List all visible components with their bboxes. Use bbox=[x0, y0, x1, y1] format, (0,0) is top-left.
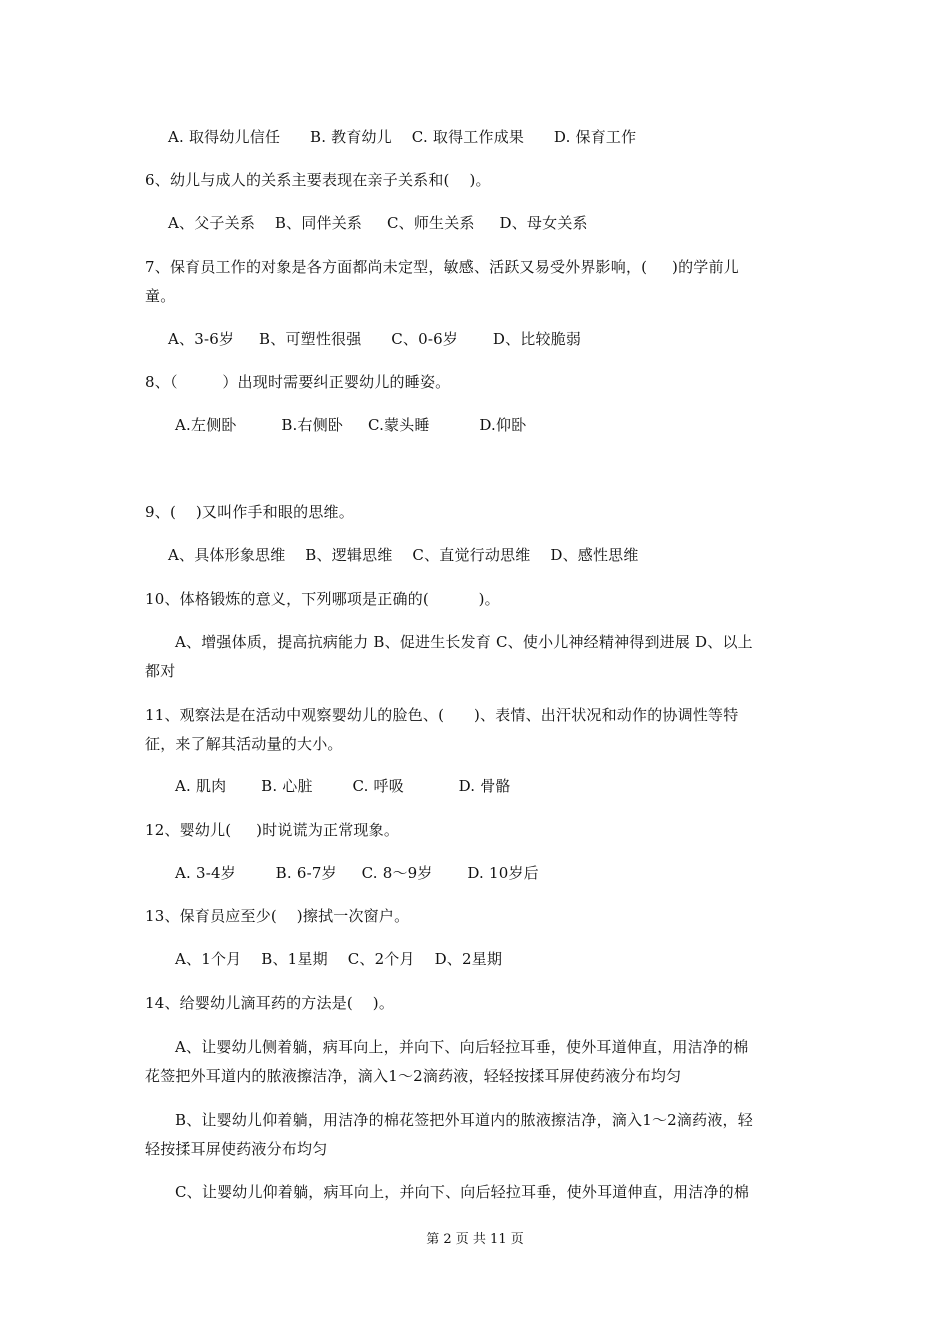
q14-option-b-cont: 轻按揉耳屏使药液分布均匀 bbox=[145, 1140, 328, 1158]
q14-option-c: C、让婴幼儿仰着躺，病耳向上，并向下、向后轻拉耳垂，使外耳道伸直，用洁净的棉 bbox=[175, 1183, 750, 1201]
q10-stem: 10、体格锻炼的意义，下列哪项是正确的( )。 bbox=[145, 590, 500, 608]
q12-options: A. 3-4岁 B. 6-7岁 C. 8～9岁 D. 10岁后 bbox=[175, 864, 539, 882]
q14-option-b: B、让婴幼儿仰着躺，用洁净的棉花签把外耳道内的脓液擦洁净，滴入1～2滴药液，轻 bbox=[175, 1111, 753, 1129]
q13-options: A、1个月 B、1星期 C、2个月 D、2星期 bbox=[175, 950, 503, 968]
q11-stem-cont: 征，来了解其活动量的大小。 bbox=[145, 735, 343, 753]
q14-option-a: A、让婴幼儿侧着躺，病耳向上，并向下、向后轻拉耳垂，使外耳道伸直，用洁净的棉 bbox=[175, 1038, 749, 1056]
q11-stem: 11、观察法是在活动中观察婴幼儿的脸色、( )、表情、出汗状况和动作的协调性等特 bbox=[145, 706, 739, 724]
q9-stem: 9、( )又叫作手和眼的思维。 bbox=[145, 503, 354, 521]
q13-stem: 13、保育员应至少( )擦拭一次窗户。 bbox=[145, 907, 410, 925]
q7-stem-cont: 童。 bbox=[145, 287, 176, 305]
q12-stem: 12、婴幼儿( )时说谎为正常现象。 bbox=[145, 821, 400, 839]
page-footer: 第 2 页 共 11 页 bbox=[426, 1232, 524, 1247]
q11-options: A. 肌肉 B. 心脏 C. 呼吸 D. 骨骼 bbox=[175, 777, 511, 795]
q8-stem: 8、（ ）出现时需要纠正婴幼儿的睡姿。 bbox=[145, 373, 451, 391]
q7-options: A、3-6岁 B、可塑性很强 C、0-6岁 D、比较脆弱 bbox=[168, 330, 582, 348]
q8-options: A.左侧卧 B.右侧卧 C.蒙头睡 D.仰卧 bbox=[175, 416, 527, 434]
q14-option-a-cont: 花签把外耳道内的脓液擦洁净，滴入1～2滴药液，轻轻按揉耳屏使药液分布均匀 bbox=[145, 1067, 682, 1085]
q6-stem: 6、幼儿与成人的关系主要表现在亲子关系和( )。 bbox=[145, 171, 491, 189]
q10-options-cont: 都对 bbox=[145, 662, 176, 680]
q10-options: A、增强体质，提高抗病能力 B、促进生长发育 C、使小儿神经精神得到进展 D、以上 bbox=[175, 633, 753, 651]
q5-options: A. 取得幼儿信任 B. 教育幼儿 C. 取得工作成果 D. 保育工作 bbox=[168, 128, 637, 146]
q6-options: A、父子关系 B、同伴关系 C、师生关系 D、母女关系 bbox=[168, 214, 588, 232]
q7-stem: 7、保育员工作的对象是各方面都尚未定型，敏感、活跃又易受外界影响，( )的学前儿 bbox=[145, 258, 739, 276]
q9-options: A、具体形象思维 B、逻辑思维 C、直觉行动思维 D、感性思维 bbox=[168, 546, 639, 564]
q14-stem: 14、给婴幼儿滴耳药的方法是( )。 bbox=[145, 994, 395, 1012]
